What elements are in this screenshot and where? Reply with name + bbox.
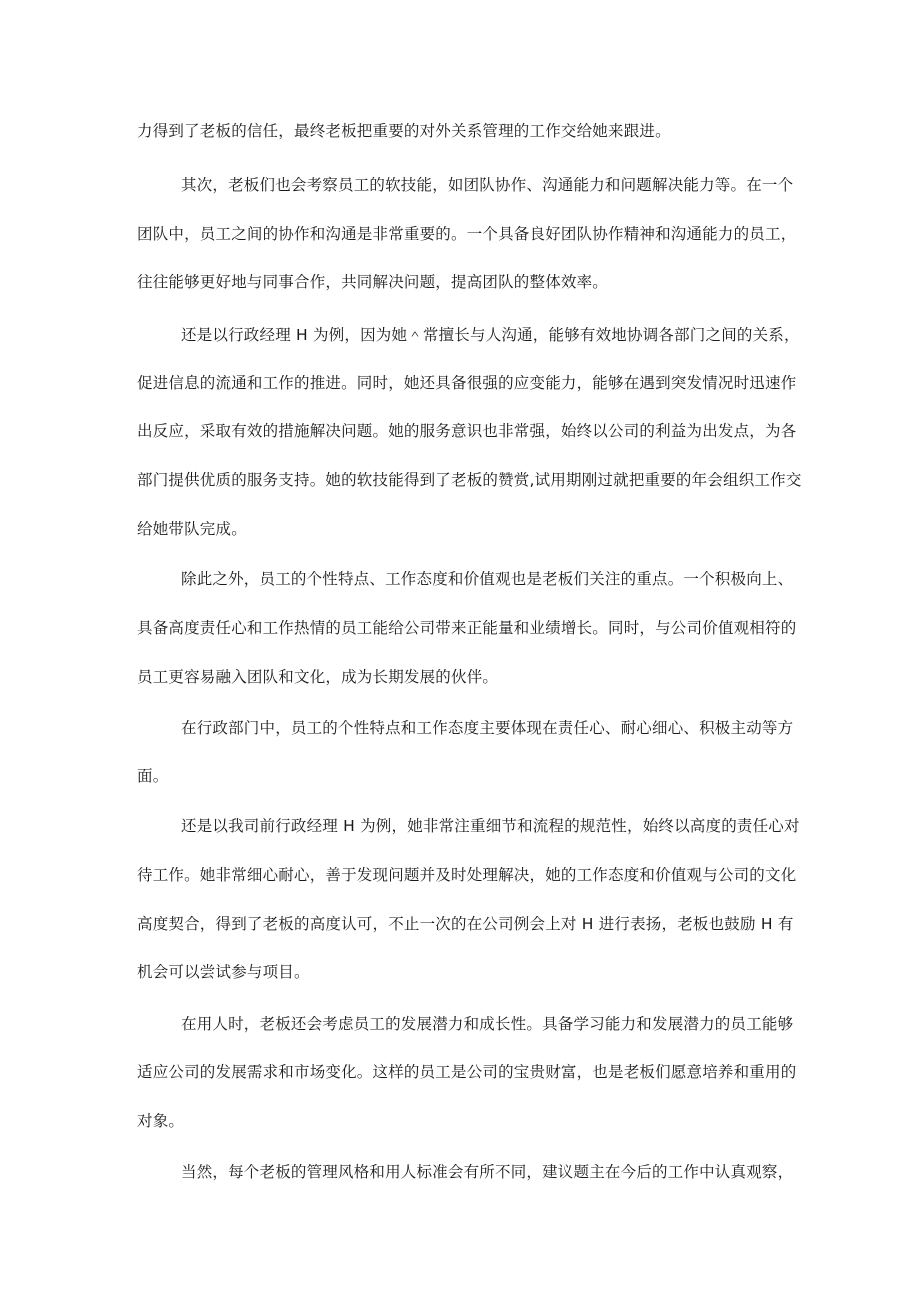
text-line: 还是以我司前行政经理 H 为例，她非常注重细节和流程的规范性，始终以高度的责任心对 xyxy=(181,817,800,835)
text-line: 当然，每个老板的管理风格和用人标准会有所不同，建议题主在今后的工作中认真观察， xyxy=(181,1163,794,1181)
text-line: 给她带队完成。 xyxy=(137,520,247,538)
text-line: 具备高度责任心和工作热情的员工能给公司带来正能量和业绩增长。同时，与公司价值观相符的 xyxy=(137,619,797,637)
text-line: 适应公司的发展需求和市场变化。这样的员工是公司的宝贵财富，也是老板们愿意培养和重用的 xyxy=(137,1063,797,1081)
text-line: 在用人时，老板还会考虑员工的发展潜力和成长性。具备学习能力和发展潜力的员工能够 xyxy=(181,1015,794,1033)
text-line: 力得到了老板的信任，最终老板把重要的对外关系管理的工作交给她来跟进。 xyxy=(137,122,671,140)
text-line: 机会可以尝试参与项目。 xyxy=(137,963,310,981)
text-line: 还是以行政经理 H 为例，因为她＾常擅长与人沟通，能够有效地协调各部门之间的关系， xyxy=(181,326,800,344)
text-line: 高度契合，得到了老板的高度认可，不止一次的在公司例会上对 H 进行表扬，老板也鼓励 H 有 xyxy=(137,915,794,933)
text-line: 待工作。她非常细心耐心，善于发现问题并及时处理解决，她的工作态度和价值观与公司的文化 xyxy=(137,866,797,884)
text-line: 往往能够更好地与同事合作，共同解决问题，提高团队的整体效率。 xyxy=(137,273,609,291)
text-line: 团队中，员工之间的协作和沟通是非常重要的。一个具备良好团队协作精神和沟通能力的员工， xyxy=(137,225,797,243)
text-line: 员工更容易融入团队和文化，成为长期发展的伙伴。 xyxy=(137,668,499,686)
text-line: 面。 xyxy=(137,767,169,785)
text-line: 其次，老板们也会考察员工的软技能，如团队协作、沟通能力和问题解决能力等。在一个 xyxy=(181,176,794,194)
text-line: 促进信息的流通和工作的推进。同时，她还具备很强的应变能力，能够在遇到突发情况时迅速作 xyxy=(137,374,797,392)
text-line: 出反应，采取有效的措施解决问题。她的服务意识也非常强，始终以公司的利益为出发点，为各 xyxy=(137,422,797,440)
text-line: 在行政部门中，员工的个性特点和工作态度主要体现在责任心、耐心细心、积极主动等方 xyxy=(181,719,794,737)
text-line: 除此之外，员工的个性特点、工作态度和价值观也是老板们关注的重点。一个积极向上、 xyxy=(181,570,794,588)
text-line: 对象。 xyxy=(137,1112,185,1130)
text-line: 部门提供优质的服务支持。她的软技能得到了老板的赞赏,试用期刚过就把重要的年会组织工作交 xyxy=(137,471,802,489)
